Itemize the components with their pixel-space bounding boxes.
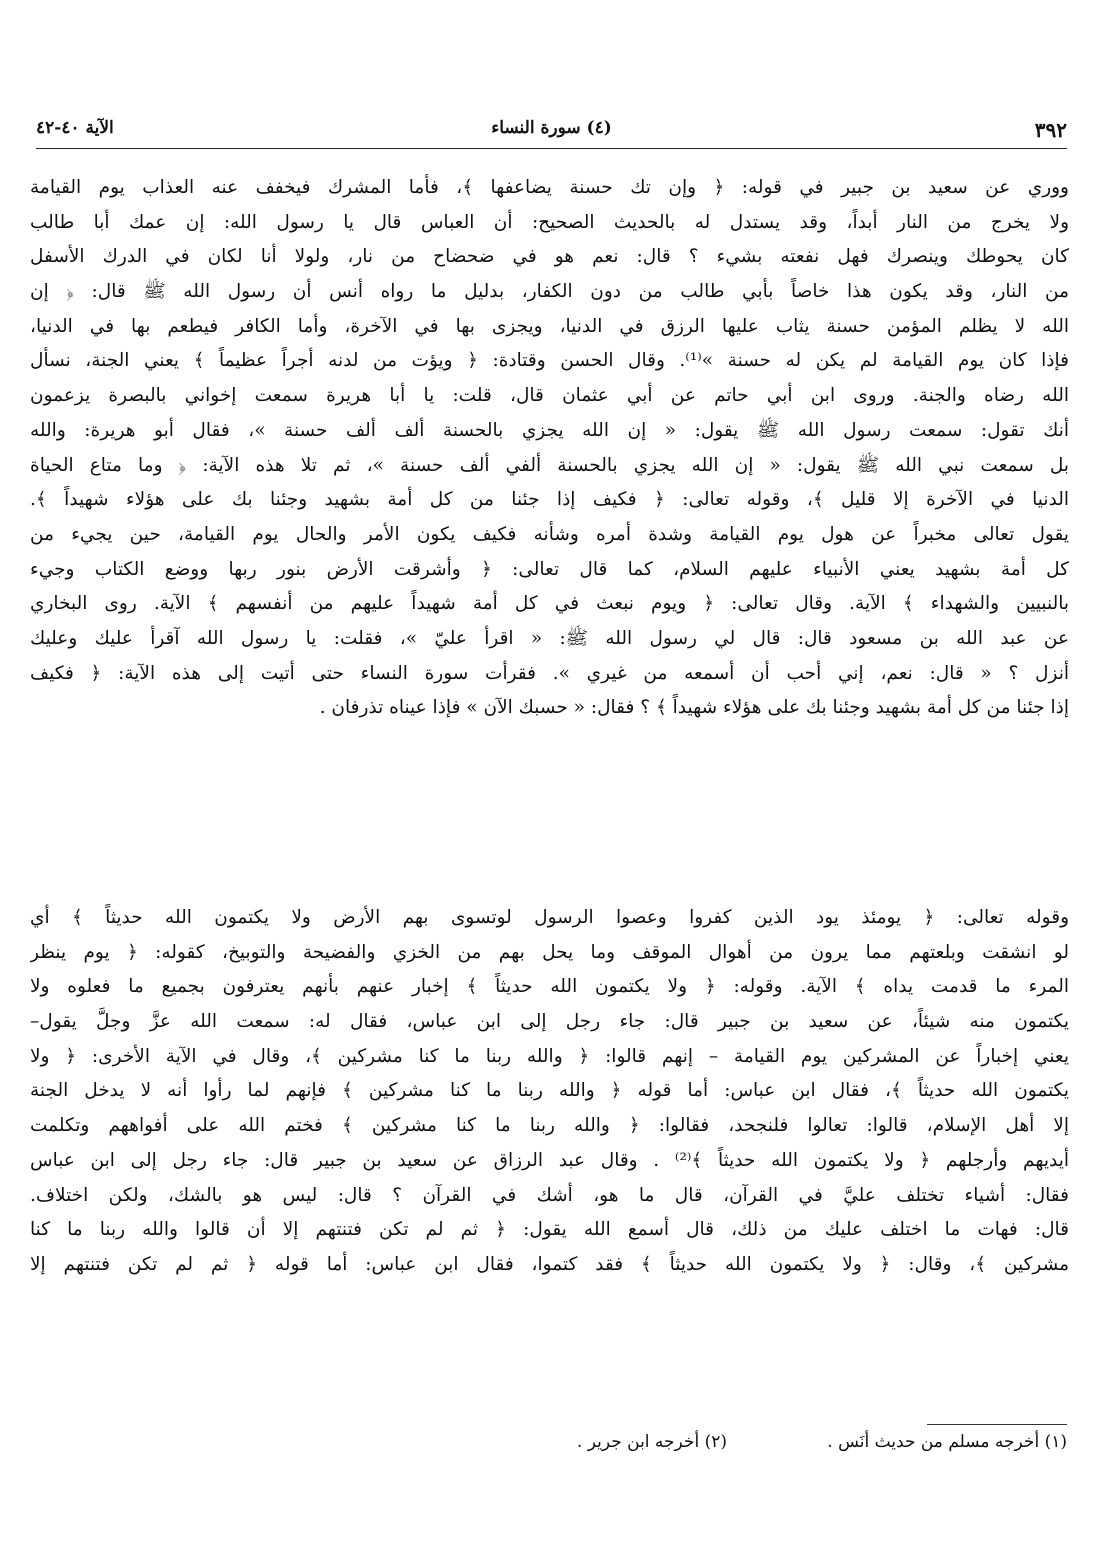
text-line: مشركين ﴾، وقال: ﴿ ولا يكتمون الله حديثاً ﴾ فقد كتموا، فقال ابن عباس: أما قوله ﴿ ثم لم تكن فتنتهم إلا bbox=[30, 1253, 1069, 1275]
verse-range: الآية ٤٠-٤٢ bbox=[36, 118, 114, 138]
text-line: عن عبد الله بن مسعود قال: قال لي رسول الله ﷺ: « اقرأ عليّ »، فقلت: يا رسول الله آقرأ عليك وعليك bbox=[30, 627, 1069, 649]
text-line: إذا جئنا من كل أمة بشهيد وجئنا بك على هؤلاء شهيداً ﴾ ؟ فقال: « حسبك الآن » فإذا عيناه تذرفان . bbox=[319, 697, 1069, 719]
text-line: يكتمون منه شيئاً، عن سعيد بن جبير قال: جاء رجل إلى ابن عباس، فقال له: سمعت الله عزَّ وجلَّ يقول– bbox=[30, 1011, 1069, 1033]
text-line: إلا أهل الإسلام، قالوا: تعالوا فلنجحد، فقالوا: ﴿ والله ربنا ما كنا مشركين ﴾ فختم الله على أفواههم وتكلمت bbox=[30, 1115, 1069, 1137]
text-line: بل سمعت نبي الله ﷺ يقول: « إن الله يجزي بالحسنة ألفي ألف حسنة »، ثم تلا هذه الآية: ﴿ وما متاع الحياة bbox=[30, 454, 1069, 476]
text-line: لو انشقت وبلعتهم مما يرون من أهوال الموقف وما يحل بهم من الخزي والفضيحة والتوبيخ، كقوله: ﴿ يوم ينظر bbox=[30, 941, 1069, 963]
footnotes bbox=[40, 1432, 1067, 1466]
text-line: الدنيا في الآخرة إلا قليل ﴾، وقوله تعالى: ﴿ فكيف إذا جئنا من كل أمة بشهيد وجئنا بك على هؤلاء شهيداً ﴾. bbox=[30, 489, 1069, 511]
text-line: المرء ما قدمت يداه ﴾ الآية. وقوله: ﴿ ولا يكتمون الله حديثاً ﴾ إخبار عنهم بأنهم يعترفون بجميع ما فعلوه ولا bbox=[30, 976, 1069, 998]
text-line: فإذا كان يوم القيامة لم يكن له حسنة »⁽¹⁾. وقال الحسن وقتادة: ﴿ ويؤت من لدنه أجراً عظيماً ﴾ يعني الجنة، نسأل bbox=[30, 350, 1069, 372]
page-number: ٣٩٢ bbox=[1034, 118, 1067, 142]
text-line: فقال: أشياء تختلف عليَّ في القرآن، قال ما هو، أشك في القرآن ؟ قال: ليس هو بالشك، ولكن اختلاف. bbox=[30, 1184, 1069, 1206]
text-line: كل أمة بشهيد يعني الأنبياء عليهم السلام، كما قال تعالى: ﴿ وأشرقت الأرض بنور ربها ووضع الكتاب وجيء bbox=[30, 558, 1069, 580]
commentary-section-2 bbox=[30, 901, 1069, 1283]
text-line: بالنبيين والشهداء ﴾ الآية. وقال تعالى: ﴿ ويوم نبعث في كل أمة شهيداً عليهم من أنفسهم ﴾ الآية. روى البخاري bbox=[30, 593, 1069, 615]
text-line: أيديهم وأرجلهم ﴿ ولا يكتمون الله حديثاً ﴾⁽²⁾ . وقال عبد الرزاق عن سعيد بن جبير قال: جاء رجل إلى ابن عباس bbox=[30, 1149, 1069, 1171]
footnote-rule bbox=[927, 1424, 1067, 1425]
text-line: الله لا يظلم المؤمن حسنة يثاب عليها الرزق في الدنيا، ويجزى بها في الآخرة، وأما الكافر فيطعم بها في الدنيا، bbox=[30, 315, 1069, 337]
commentary-section-1 bbox=[30, 171, 1069, 726]
text-line: يقول تعالى مخبراً عن هول يوم القيامة وشدة أمره وشأنه فكيف يكون الأمر والحال يوم القيامة، حين يجيء من bbox=[30, 523, 1069, 545]
text-line: قال: فهات ما اختلف عليك من ذلك، قال أسمع الله يقول: ﴿ ثم لم تكن فتنتهم إلا أن قالوا والله ربنا ما كنا bbox=[30, 1219, 1069, 1241]
text-line: أنزل ؟ « قال: نعم، إني أحب أن أسمعه من غيري ». فقرأت سورة النساء حتى أتيت إلى هذه الآية: ﴿ فكيف bbox=[30, 662, 1069, 684]
text-line: وقوله تعالى: ﴿ يومئذ يود الذين كفروا وعصوا الرسول لوتسوى بهم الأرض ولا يكتمون الله حديثاً ﴾ أي bbox=[30, 907, 1069, 928]
surah-title: (٤) سورة النساء bbox=[491, 118, 612, 138]
text-line: الله رضاه والجنة. وروى ابن أبي حاتم عن أبي عثمان قال، قلت: يا أبا هريرة سمعت إخواني بالبصرة يزعمون bbox=[30, 385, 1069, 407]
text-line: ولا يخرج من النار أبداً، وقد يستدل له بالحديث الصحيح: أن العباس قال يا رسول الله: إن عمك أبا طالب bbox=[30, 211, 1069, 233]
text-line: يكتمون الله حديثاً ﴾، فقال ابن عباس: أما قوله ﴿ والله ربنا ما كنا مشركين ﴾ فإنهم لما رأوا أنه لا يدخل الجنة bbox=[30, 1080, 1069, 1102]
text-line: كان يحوطك وينصرك فهل نفعته بشيء ؟ قال: نعم هو في ضحضاح من نار، ولولا أنا لكان في الدرك الأسفل bbox=[30, 246, 1069, 268]
text-line: يعني إخباراً عن المشركين يوم القيامة – إنهم قالوا: ﴿ والله ربنا ما كنا مشركين ﴾، وقال في الآية الأخرى: ﴿ ولا bbox=[30, 1045, 1069, 1067]
running-header bbox=[36, 118, 1067, 148]
footnote-1: (١) أخرجه مسلم من حديث أنَس . bbox=[827, 1432, 1067, 1452]
text-line: أنك تقول: سمعت رسول الله ﷺ يقول: « إن الله يجزي بالحسنة ألف ألف حسنة »، فقال أبو هريرة: والله bbox=[30, 419, 1069, 441]
text-line: من النار، وقد يكون هذا خاصاً بأبي طالب من دون الكفار، بدليل ما رواه أنس أن رسول الله ﷺ قال: ﴿ إن bbox=[30, 281, 1069, 303]
header-rule bbox=[36, 148, 1067, 149]
footnote-2: (٢) أخرجه ابن جرير . bbox=[576, 1432, 727, 1452]
text-line: ووري عن سعيد بن جبير في قوله: ﴿ وإن تك حسنة يضاعفها ﴾، فأما المشرك فيخفف عنه العذاب يوم القيامة bbox=[30, 177, 1069, 198]
